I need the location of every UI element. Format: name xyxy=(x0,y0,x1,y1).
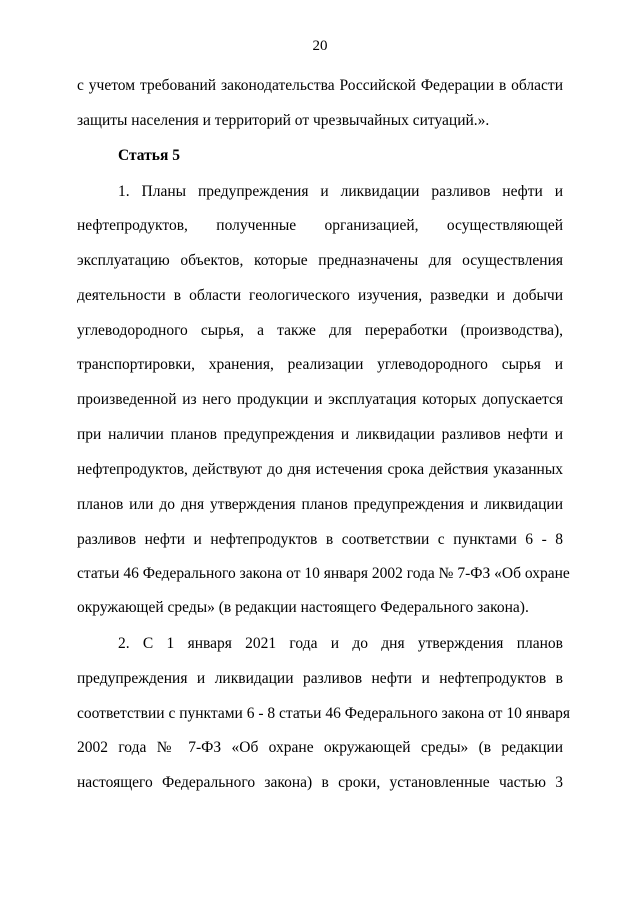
article-heading: Статья 5 xyxy=(118,147,180,164)
text-line: защиты населения и территорий от чрезвычайных ситуаций.». xyxy=(77,112,490,129)
text-line: нефтепродуктов, действуют до дня истечения срока действия указанных xyxy=(77,461,563,478)
text-line: транспортировки, хранения, реализации углеводородного сырья и xyxy=(77,356,563,373)
text-line: 2002 года № 7-ФЗ «Об охране окружающей среды» (в редакции xyxy=(77,739,563,756)
text-line: 2. С 1 января 2021 года и до дня утверждения планов xyxy=(118,635,563,652)
text-line: 1. Планы предупреждения и ликвидации разливов нефти и xyxy=(118,183,563,200)
text-line: при наличии планов предупреждения и ликвидации разливов нефти и xyxy=(77,426,563,443)
text-line: настоящего Федерального закона) в сроки, установленные частью 3 xyxy=(77,774,563,791)
text-line: углеводородного сырья, а также для переработки (производства), xyxy=(77,322,563,339)
text-line: статьи 46 Федерального закона от 10 января 2002 года № 7-ФЗ «Об охране xyxy=(77,565,570,582)
page-number: 20 xyxy=(312,38,328,54)
text-line: окружающей среды» (в редакции настоящего Федерального закона). xyxy=(77,599,529,616)
text-line: разливов нефти и нефтепродуктов в соответствии с пунктами 6 - 8 xyxy=(77,531,563,548)
text-line: предупреждения и ликвидации разливов нефти и нефтепродуктов в xyxy=(77,670,563,687)
text-line: планов или до дня утверждения планов предупреждения и ликвидации xyxy=(77,496,563,513)
text-line: произведенной из него продукции и эксплуатация которых допускается xyxy=(77,391,563,408)
text-line: нефтепродуктов, полученные организацией, осуществляющей xyxy=(77,217,563,234)
text-line: с учетом требований законодательства Российской Федерации в области xyxy=(77,77,563,94)
text-line: деятельности в области геологического изучения, разведки и добычи xyxy=(77,287,563,304)
text-line: соответствии с пунктами 6 - 8 статьи 46 Федерального закона от 10 января xyxy=(77,705,571,722)
text-line: эксплуатацию объектов, которые предназначены для осуществления xyxy=(77,252,563,269)
